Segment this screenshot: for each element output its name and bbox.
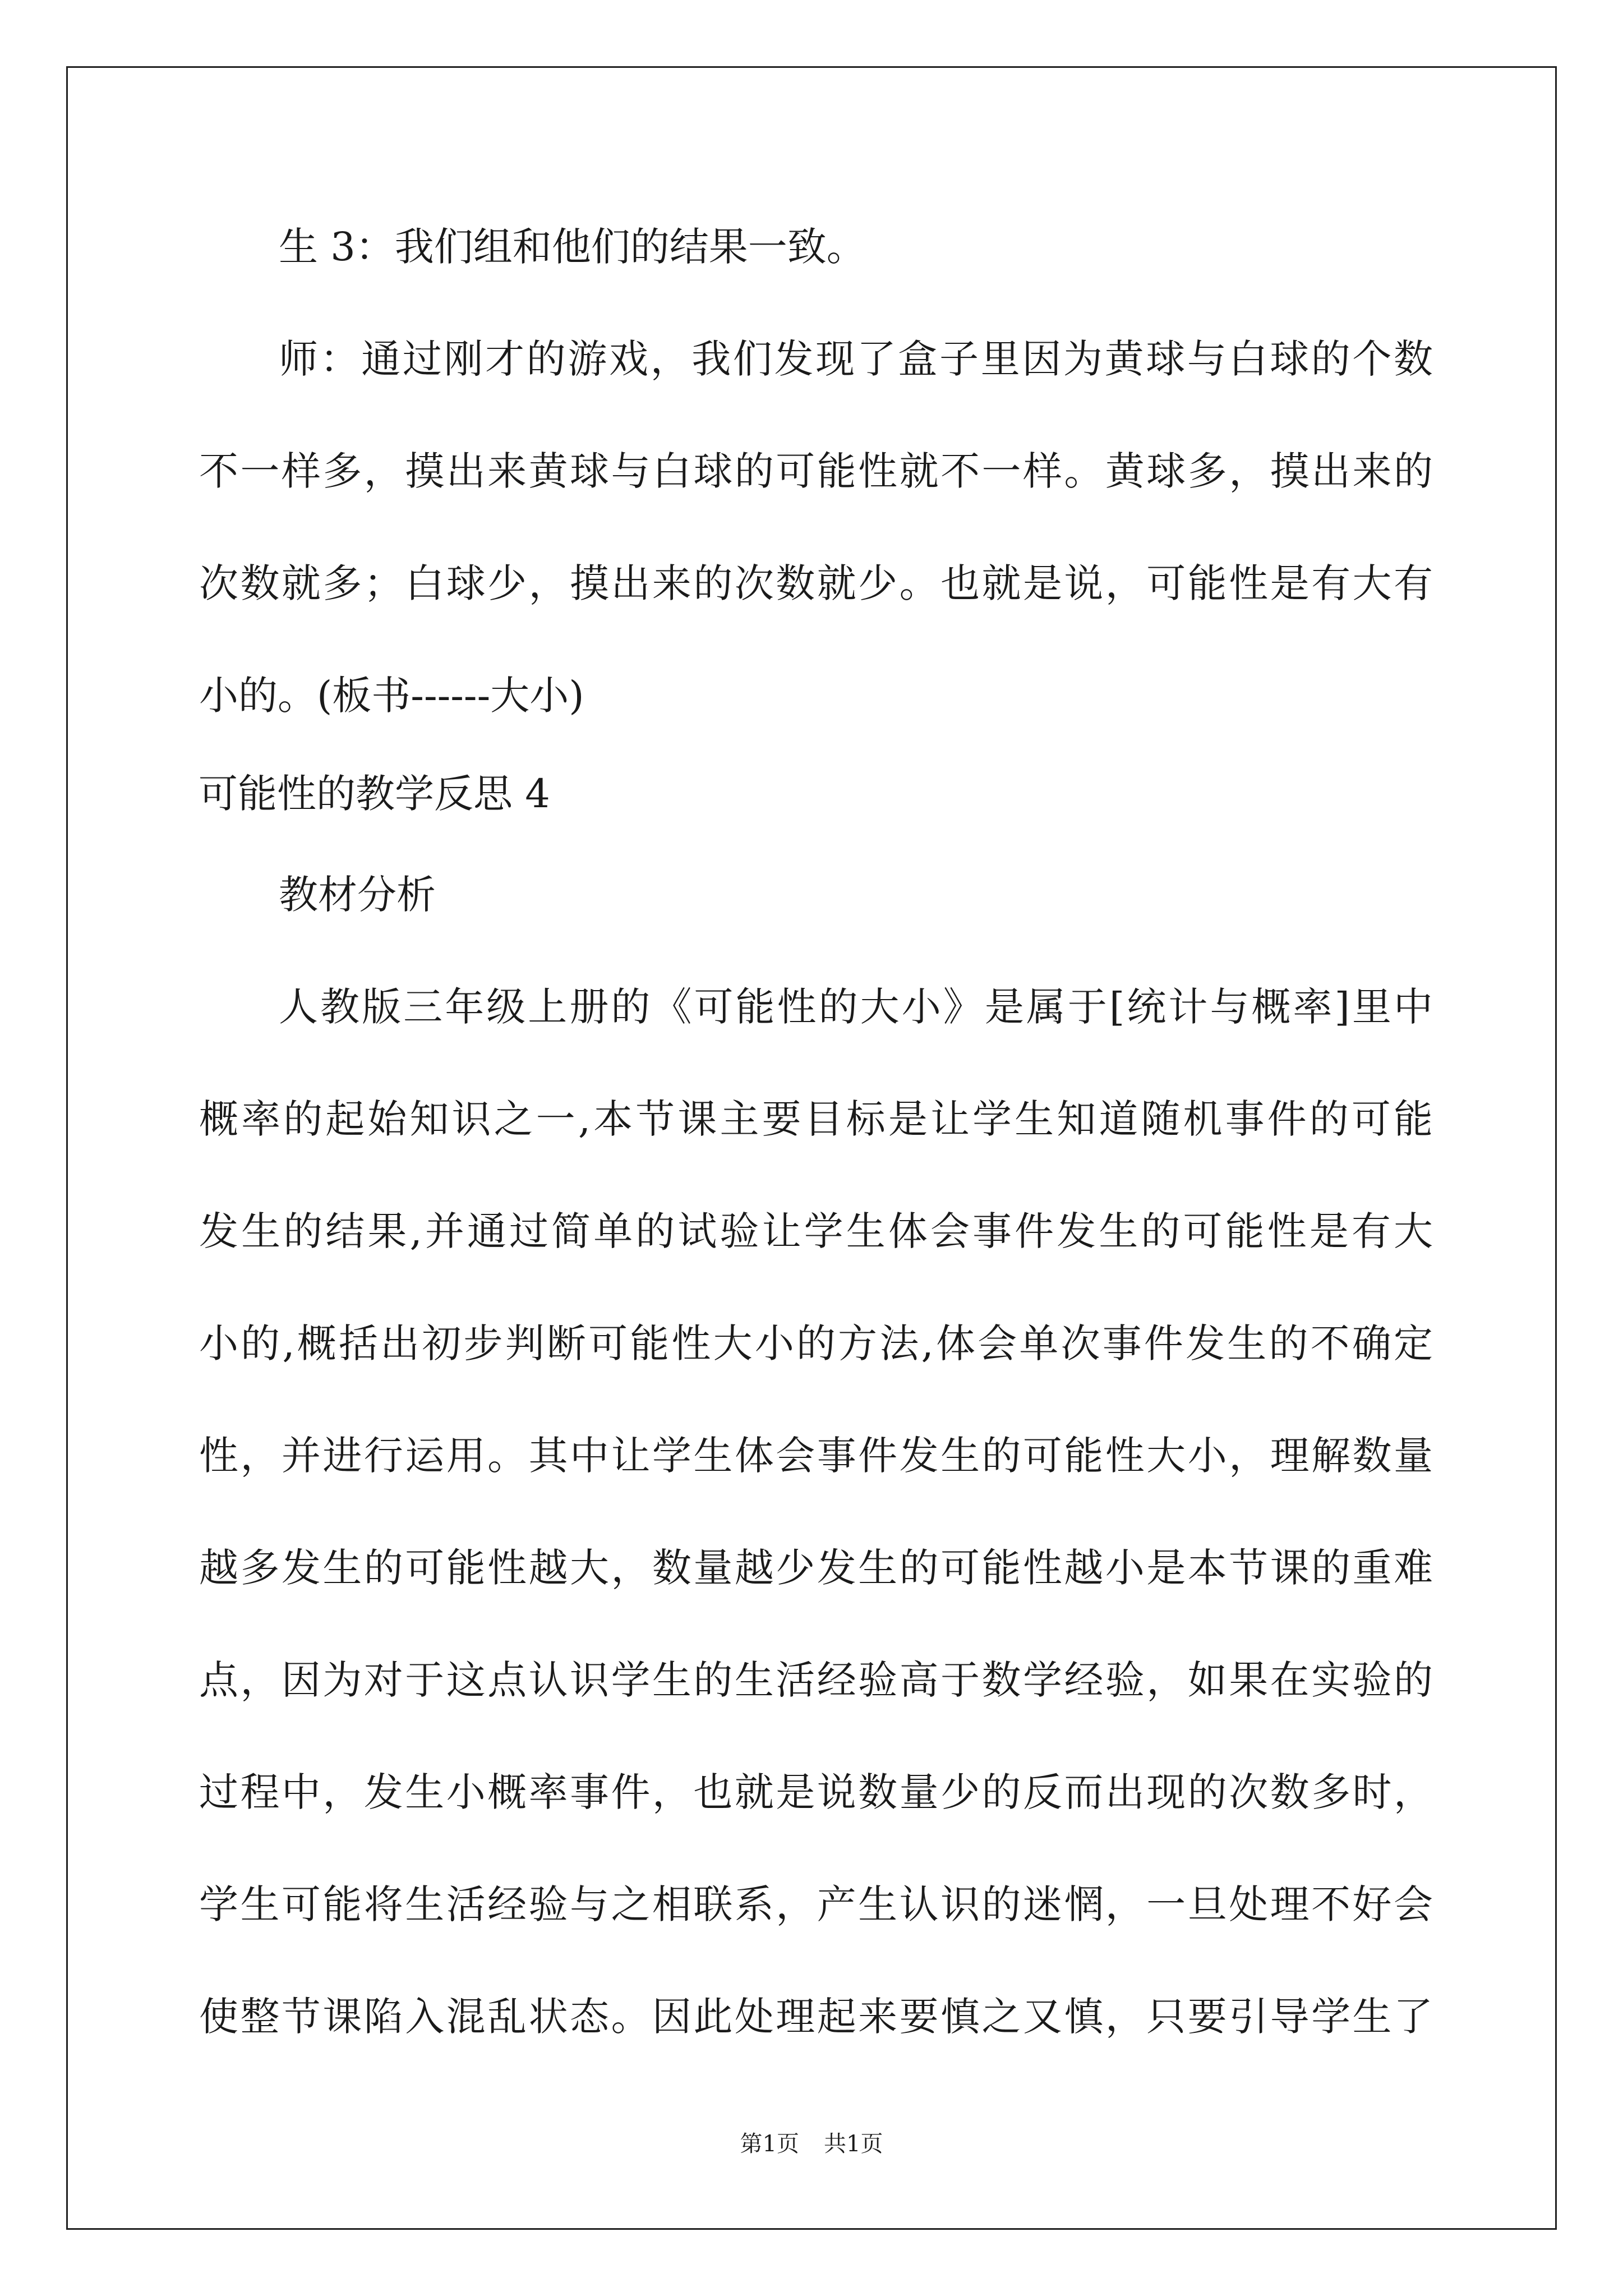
page-total: 共1页 [824, 2131, 883, 2157]
text-line: 次数就多；白球少，摸出来的次数就少。也就是说，可能性是有大有 [199, 560, 1433, 606]
subsection-heading: 教材分析 [279, 872, 436, 918]
text-line: 人教版三年级上册的《可能性的大小》是属于[统计与概率]里中 [279, 984, 1433, 1030]
text-line: 不一样多，摸出来黄球与白球的可能性就不一样。黄球多，摸出来的 [199, 448, 1433, 494]
text-line: 点，因为对于这点认识学生的生活经验高于数学经验，如果在实验的 [199, 1657, 1433, 1703]
text-line: 概率的起始知识之一,本节课主要目标是让学生知道随机事件的可能 [199, 1096, 1433, 1142]
text-line: 发生的结果,并通过简单的试验让学生体会事件发生的可能性是有大 [199, 1208, 1433, 1254]
text-line: 学生可能将生活经验与之相联系，产生认识的迷惘，一旦处理不好会 [199, 1881, 1433, 1927]
text-line: 性，并进行运用。其中让学生体会事件发生的可能性大小，理解数量 [199, 1433, 1433, 1479]
section-heading: 可能性的教学反思 4 [199, 771, 550, 817]
text-line: 使整节课陷入混乱状态。因此处理起来要慎之又慎，只要引导学生了 [199, 1994, 1433, 2040]
text-line: 过程中，发生小概率事件，也就是说数量少的反而出现的次数多时， [199, 1769, 1433, 1815]
page-number: 第1页 [740, 2131, 799, 2157]
page-footer [0, 2126, 1623, 2158]
text-line: 越多发生的可能性越大，数量越少发生的可能性越小是本节课的重难 [199, 1545, 1433, 1591]
text-line: 小的。(板书------大小) [199, 673, 584, 719]
text-line: 师：通过刚才的游戏，我们发现了盒子里因为黄球与白球的个数 [279, 336, 1433, 382]
text-line: 生 3：我们组和他们的结果一致。 [279, 224, 866, 270]
text-line: 小的,概括出初步判断可能性大小的方法,体会单次事件发生的不确定 [199, 1320, 1433, 1366]
